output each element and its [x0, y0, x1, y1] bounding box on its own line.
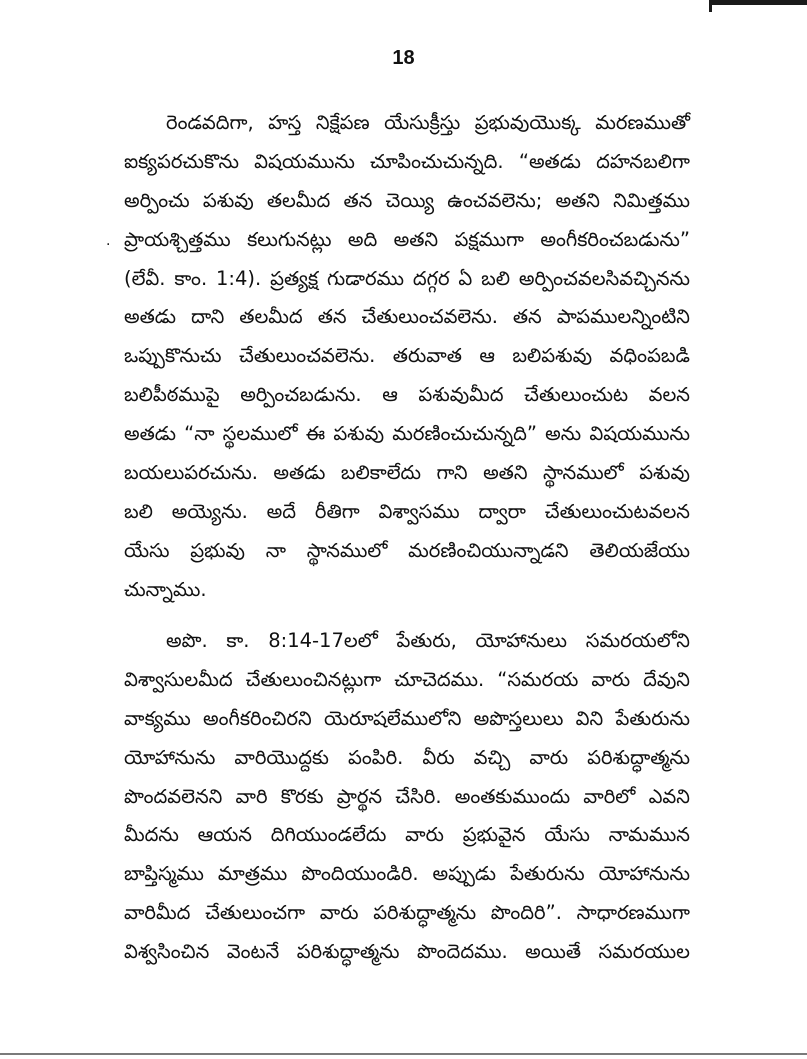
margin-speck: ·: [106, 237, 111, 253]
paragraph-line: విశ్వాసులమీద చేతులుంచినట్లుగా చూచెదము. “సమరయ వారు దేవుని: [124, 667, 690, 691]
paragraph-line: రెండవదిగా, హస్త నిక్షేపణ యేసుక్రీస్తు ప్రభువుయొక్క మరణముతో: [166, 111, 690, 134]
paragraph-line: యేసు ప్రభువు నా స్థానములో మరణించియున్నాడని తెలియజేయు: [124, 538, 690, 562]
paragraph-line: బాప్తిస్మము మాత్రము పొందియుండిరి. అప్పుడు పేతురును యోహానును: [124, 862, 690, 886]
paragraph-line: విశ్వసించిన వెంటనే పరిశుద్ధాత్మను పొందెదము. అయితే సమరయుల: [124, 940, 690, 964]
paragraph-line: ఒప్పుకొనుచు చేతులుంచవలెను. తరువాత ఆ బలిపశువు వధింపబడి: [124, 344, 690, 368]
paragraph-line: (లేవీ. కాం. 1:4). ప్రత్యక్ష గుడారము దగ్గర ఏ బలి అర్పించవలసివచ్చినను: [124, 266, 690, 290]
paragraph-line: పొందవలెనని వారి కొరకు ప్రార్థన చేసిరి. అంతకుముందు వారిలో ఎవని: [124, 784, 690, 808]
paragraph-line: అతడు “నా స్థలములో ఈ పశువు మరణించుచున్నది” అను విషయమును: [124, 422, 690, 446]
paragraph-line: అర్పించు పశువు తలమీద తన చెయ్యి ఉంచవలెను; అతని నిమిత్తము: [124, 188, 690, 212]
paragraph-line: బలిపీఠముపై అర్పించబడును. ఆ పశువుమీద చేతులుంచుట వలన: [124, 383, 690, 407]
paragraph-line: వాక్యము అంగీకరించిరని యెరూషలేములోని అపొస్తలులు విని పేతురును: [124, 706, 690, 730]
paragraph-samaria-believers: [124, 622, 690, 972]
paragraph-line: మీదను ఆయన దిగియుండలేదు వారు ప్రభువైన యేసు నామమున: [124, 823, 690, 847]
scan-artifact-top-right: [712, 0, 807, 5]
paragraph-line: యోహానును వారియొద్దకు పంపిరి. వీరు వచ్చి వారు పరిశుద్ధాత్మను: [124, 745, 690, 769]
paragraph-line: అతడు దాని తలమీద తన చేతులుంచవలెను. తన పాపములన్నింటిని: [124, 305, 690, 329]
paragraph-line: బయలుపరచును. అతడు బలికాలేదు గాని అతని స్థానములో పశువు: [124, 461, 690, 485]
paragraph-line: బలి అయ్యెను. అదే రీతిగా విశ్వాసము ద్వారా చేతులుంచుటవలన: [124, 499, 690, 523]
scan-artifact-bottom-edge: [0, 1053, 807, 1055]
paragraph-line: చున్నాము.: [124, 577, 207, 601]
paragraph-line: ప్రాయశ్చిత్తము కలుగునట్లు అది అతని పక్షముగా అంగీకరించబడును”: [124, 227, 690, 251]
paragraph-line: అపొ. కా. 8:14-17లలో పేతురు, యోహానులు సమరయలోని: [166, 629, 690, 652]
paragraph-line: ఐక్యపరచుకొను విషయమును చూపించుచున్నది. “అతడు దహనబలిగా: [124, 149, 690, 173]
paragraph-line: వారిమీద చేతులుంచగా వారు పరిశుద్ధాత్మను పొందిరి”. సాధారణముగా: [124, 901, 690, 925]
page-number: 18: [392, 47, 415, 69]
paragraph-hand-laying-death: [124, 104, 690, 610]
